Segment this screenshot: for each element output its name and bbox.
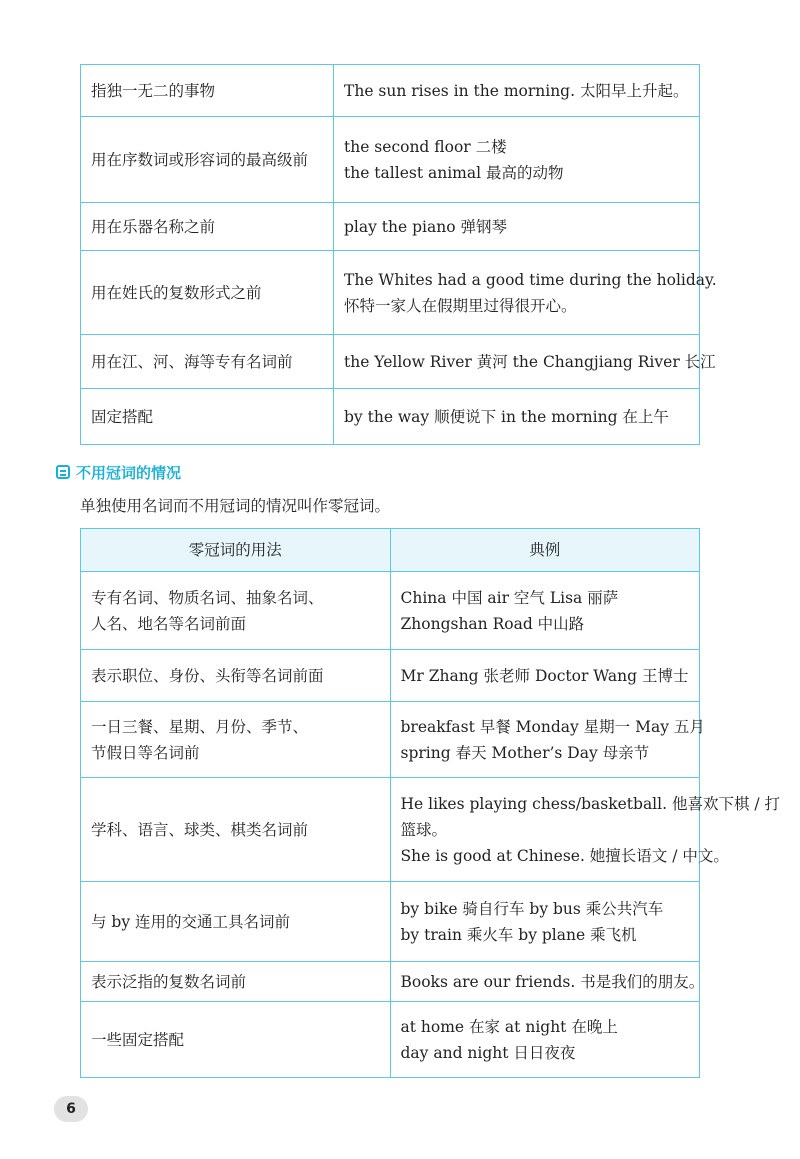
usage-cell <box>81 778 391 882</box>
example-cell <box>390 702 705 778</box>
usage-cell <box>81 389 334 445</box>
usage-text: 一些固定搭配 <box>91 1030 185 1049</box>
example-text: Mr Zhang 张老师 Doctor Wang 王博士 <box>400 666 689 685</box>
table-row <box>81 650 700 702</box>
example-cell <box>334 65 700 117</box>
usage-text: 表示泛指的复数名词前 <box>91 972 247 991</box>
example-text: 篮球。 <box>400 820 448 839</box>
example-cell <box>334 335 716 389</box>
example-text: Zhongshan Road 中山路 <box>400 614 585 633</box>
usage-text: 专有名词、物质名词、抽象名词、 <box>91 588 324 607</box>
example-cell <box>334 251 717 335</box>
usage-cell <box>81 203 334 251</box>
definite-article-usage-table <box>80 64 717 445</box>
usage-cell <box>81 117 334 203</box>
usage-cell <box>81 572 391 650</box>
example-text: by bike 骑自行车 by bus 乘公共汽车 <box>400 899 664 918</box>
section-heading <box>56 462 181 482</box>
list-icon <box>56 465 70 479</box>
usage-text: 用在姓氏的复数形式之前 <box>91 283 262 302</box>
column-header-example: 典例 <box>390 529 700 572</box>
table-header-row <box>81 529 700 572</box>
usage-cell <box>81 335 334 389</box>
usage-cell <box>81 882 391 962</box>
table-row <box>81 702 700 778</box>
intro-paragraph: 单独使用名词而不用冠词的情况叫作零冠词。 <box>80 497 391 515</box>
example-text: The Whites had a good time during the holiday. <box>344 270 717 289</box>
example-cell <box>334 203 700 251</box>
column-header-usage: 零冠词的用法 <box>81 529 391 572</box>
example-text: She is good at Chinese. 她擅长语文 / 中文。 <box>400 846 729 865</box>
usage-text: 用在乐器名称之前 <box>91 217 216 236</box>
usage-cell <box>81 962 391 1002</box>
table-row <box>81 962 700 1002</box>
table-row <box>81 572 700 650</box>
usage-text: 指独一无二的事物 <box>91 81 216 100</box>
example-text: by train 乘火车 by plane 乘飞机 <box>400 925 637 944</box>
usage-text: 节假日等名词前 <box>91 743 200 762</box>
usage-cell <box>81 65 334 117</box>
example-text: the second floor 二楼 <box>344 137 507 156</box>
table-row <box>81 251 700 335</box>
example-text: China 中国 air 空气 Lisa 丽萨 <box>400 588 619 607</box>
example-text: play the piano 弹钢琴 <box>344 217 507 236</box>
example-text: by the way 顺便说下 in the morning 在上午 <box>344 407 669 426</box>
table-row <box>81 882 700 962</box>
usage-cell <box>81 251 334 335</box>
usage-cell <box>81 650 391 702</box>
section-heading-text: 不用冠词的情况 <box>76 463 182 482</box>
usage-cell <box>81 1002 391 1078</box>
table-row <box>81 389 700 445</box>
usage-text: 用在序数词或形容词的最高级前 <box>91 150 309 169</box>
example-cell <box>390 1002 700 1078</box>
example-text: Books are our friends. 书是我们的朋友。 <box>400 972 705 991</box>
example-cell <box>390 650 700 702</box>
page-number: 6 <box>54 1096 88 1122</box>
zero-article-usage-table <box>80 528 781 1078</box>
example-cell <box>334 117 700 203</box>
usage-text: 用在江、河、海等专有名词前 <box>91 352 293 371</box>
example-text: 怀特一家人在假期里过得很开心。 <box>344 296 577 315</box>
example-text: day and night 日日夜夜 <box>400 1043 576 1062</box>
example-cell <box>390 778 781 882</box>
example-text: breakfast 早餐 Monday 星期一 May 五月 <box>400 717 705 736</box>
example-text: at home 在家 at night 在晚上 <box>400 1017 618 1036</box>
example-text: spring 春天 Mother’s Day 母亲节 <box>400 743 650 762</box>
example-cell <box>390 882 700 962</box>
usage-text: 学科、语言、球类、棋类名词前 <box>91 820 309 839</box>
usage-text: 表示职位、身份、头衔等名词前面 <box>91 666 324 685</box>
table-row <box>81 65 700 117</box>
example-cell <box>390 572 700 650</box>
table-row <box>81 335 700 389</box>
usage-text: 固定搭配 <box>91 407 154 426</box>
table-row <box>81 117 700 203</box>
table-row <box>81 778 700 882</box>
example-text: the Yellow River 黄河 the Changjiang River 长江 <box>344 352 716 371</box>
example-cell <box>334 389 700 445</box>
example-cell <box>390 962 705 1002</box>
usage-text: 与 by 连用的交通工具名词前 <box>91 912 291 931</box>
table-row <box>81 203 700 251</box>
usage-text: 人名、地名等名词前面 <box>91 614 247 633</box>
table-row <box>81 1002 700 1078</box>
usage-text: 一日三餐、星期、月份、季节、 <box>91 717 309 736</box>
example-text: He likes playing chess/basketball. 他喜欢下棋 / 打 <box>400 794 781 813</box>
example-text: The sun rises in the morning. 太阳早上升起。 <box>344 81 689 100</box>
example-text: the tallest animal 最高的动物 <box>344 163 564 182</box>
usage-cell <box>81 702 391 778</box>
